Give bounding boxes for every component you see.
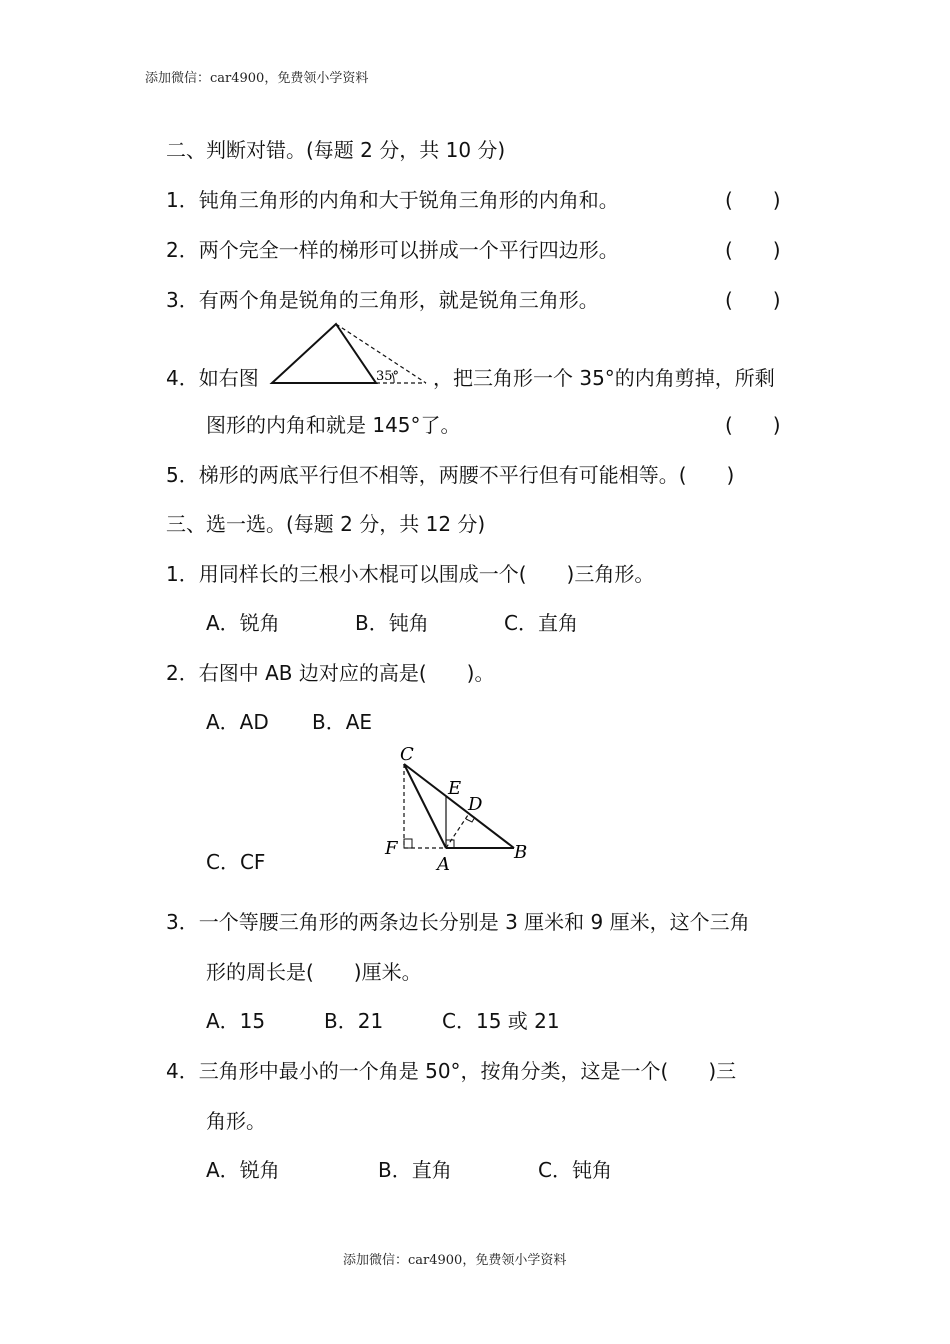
item-number: 2． [166, 238, 199, 262]
judge-item-4-after: ，把三角形一个 35°的内角剪掉，所剩 [433, 366, 775, 390]
question-number: 4． [166, 1059, 199, 1083]
section-2-title: 二、判断对错。(每题 2 分，共 10 分) [166, 138, 506, 162]
choice-q3 [166, 908, 750, 936]
judge-item-3 [166, 286, 599, 314]
q3-option-c[interactable]: C．15 或 21 [442, 1009, 560, 1033]
label-f: F [385, 838, 398, 859]
segment-ad [446, 815, 468, 848]
choice-q1 [166, 560, 654, 588]
q3-option-a[interactable]: A．15 [206, 1009, 266, 1033]
judge-item-5 [166, 461, 734, 489]
answer-paren-2[interactable]: ( ) [725, 238, 781, 262]
item-number: 5． [166, 463, 199, 487]
side-cb [404, 764, 514, 848]
answer-paren-1[interactable]: ( ) [725, 188, 781, 212]
watermark-top: 添加微信：car4900，免费领小学资料 [145, 71, 369, 86]
q3-option-b[interactable]: B．21 [324, 1009, 384, 1033]
item-text-before: 如右图 [198, 366, 259, 390]
watermark-bottom: 添加微信：car4900，免费领小学资料 [343, 1253, 567, 1268]
q2-option-a[interactable]: A．AD [206, 710, 269, 734]
angle-label: 35° [376, 369, 400, 384]
q2-option-b[interactable]: B．AE [312, 710, 373, 734]
q1-option-b[interactable]: B．钝角 [355, 611, 429, 635]
label-a: A [437, 854, 450, 875]
question-text-line1: 一个等腰三角形的两条边长分别是 3 厘米和 9 厘米，这个三角 [198, 910, 750, 934]
choice-q4 [166, 1057, 736, 1085]
section-3-title: 三、选一选。(每题 2 分，共 12 分) [166, 512, 486, 536]
judge-item-1 [166, 186, 619, 214]
question-number: 2． [166, 661, 199, 685]
right-angle-f [404, 839, 412, 848]
side-ca [404, 764, 446, 848]
item-text: 梯形的两底平行但不相等，两腰不平行但有可能相等。( ) [198, 463, 735, 487]
item-number: 3． [166, 288, 199, 312]
item-text: 有两个角是锐角的三角形，就是锐角三角形。 [198, 288, 599, 312]
answer-paren-4[interactable]: ( ) [725, 413, 781, 437]
question-text-line1: 三角形中最小的一个角是 50°，按角分类，这是一个( )三 [198, 1059, 737, 1083]
triangle-figure [268, 320, 433, 388]
label-c: C [400, 744, 414, 765]
q1-option-c[interactable]: C．直角 [504, 611, 578, 635]
q4-option-c[interactable]: C．钝角 [538, 1158, 612, 1182]
q2-option-c[interactable]: C．CF [206, 850, 266, 874]
q4-option-a[interactable]: A．锐角 [206, 1158, 280, 1182]
q4-option-b[interactable]: B．直角 [378, 1158, 452, 1182]
judge-item-4-start [166, 364, 259, 392]
question-number: 3． [166, 910, 199, 934]
triangle-abc-figure [380, 742, 540, 877]
item-number: 4． [166, 366, 199, 390]
label-d: D [468, 794, 483, 815]
question-text: 用同样长的三根小木棍可以围成一个( )三角形。 [198, 562, 655, 586]
judge-item-2 [166, 236, 619, 264]
choice-q3-line2: 形的周长是( )厘米。 [206, 960, 422, 984]
question-number: 1． [166, 562, 199, 586]
label-e: E [448, 778, 462, 799]
question-text: 右图中 AB 边对应的高是( )。 [198, 661, 495, 685]
item-text: 钝角三角形的内角和大于锐角三角形的内角和。 [198, 188, 619, 212]
label-b: B [514, 842, 528, 863]
q1-option-a[interactable]: A．锐角 [206, 611, 280, 635]
judge-item-4-line2: 图形的内角和就是 145°了。 [206, 413, 461, 437]
choice-q4-line2: 角形。 [206, 1109, 266, 1133]
item-number: 1． [166, 188, 199, 212]
item-text: 两个完全一样的梯形可以拼成一个平行四边形。 [198, 238, 619, 262]
triangle-shape [272, 324, 376, 383]
answer-paren-3[interactable]: ( ) [725, 288, 781, 312]
choice-q2 [166, 659, 494, 687]
